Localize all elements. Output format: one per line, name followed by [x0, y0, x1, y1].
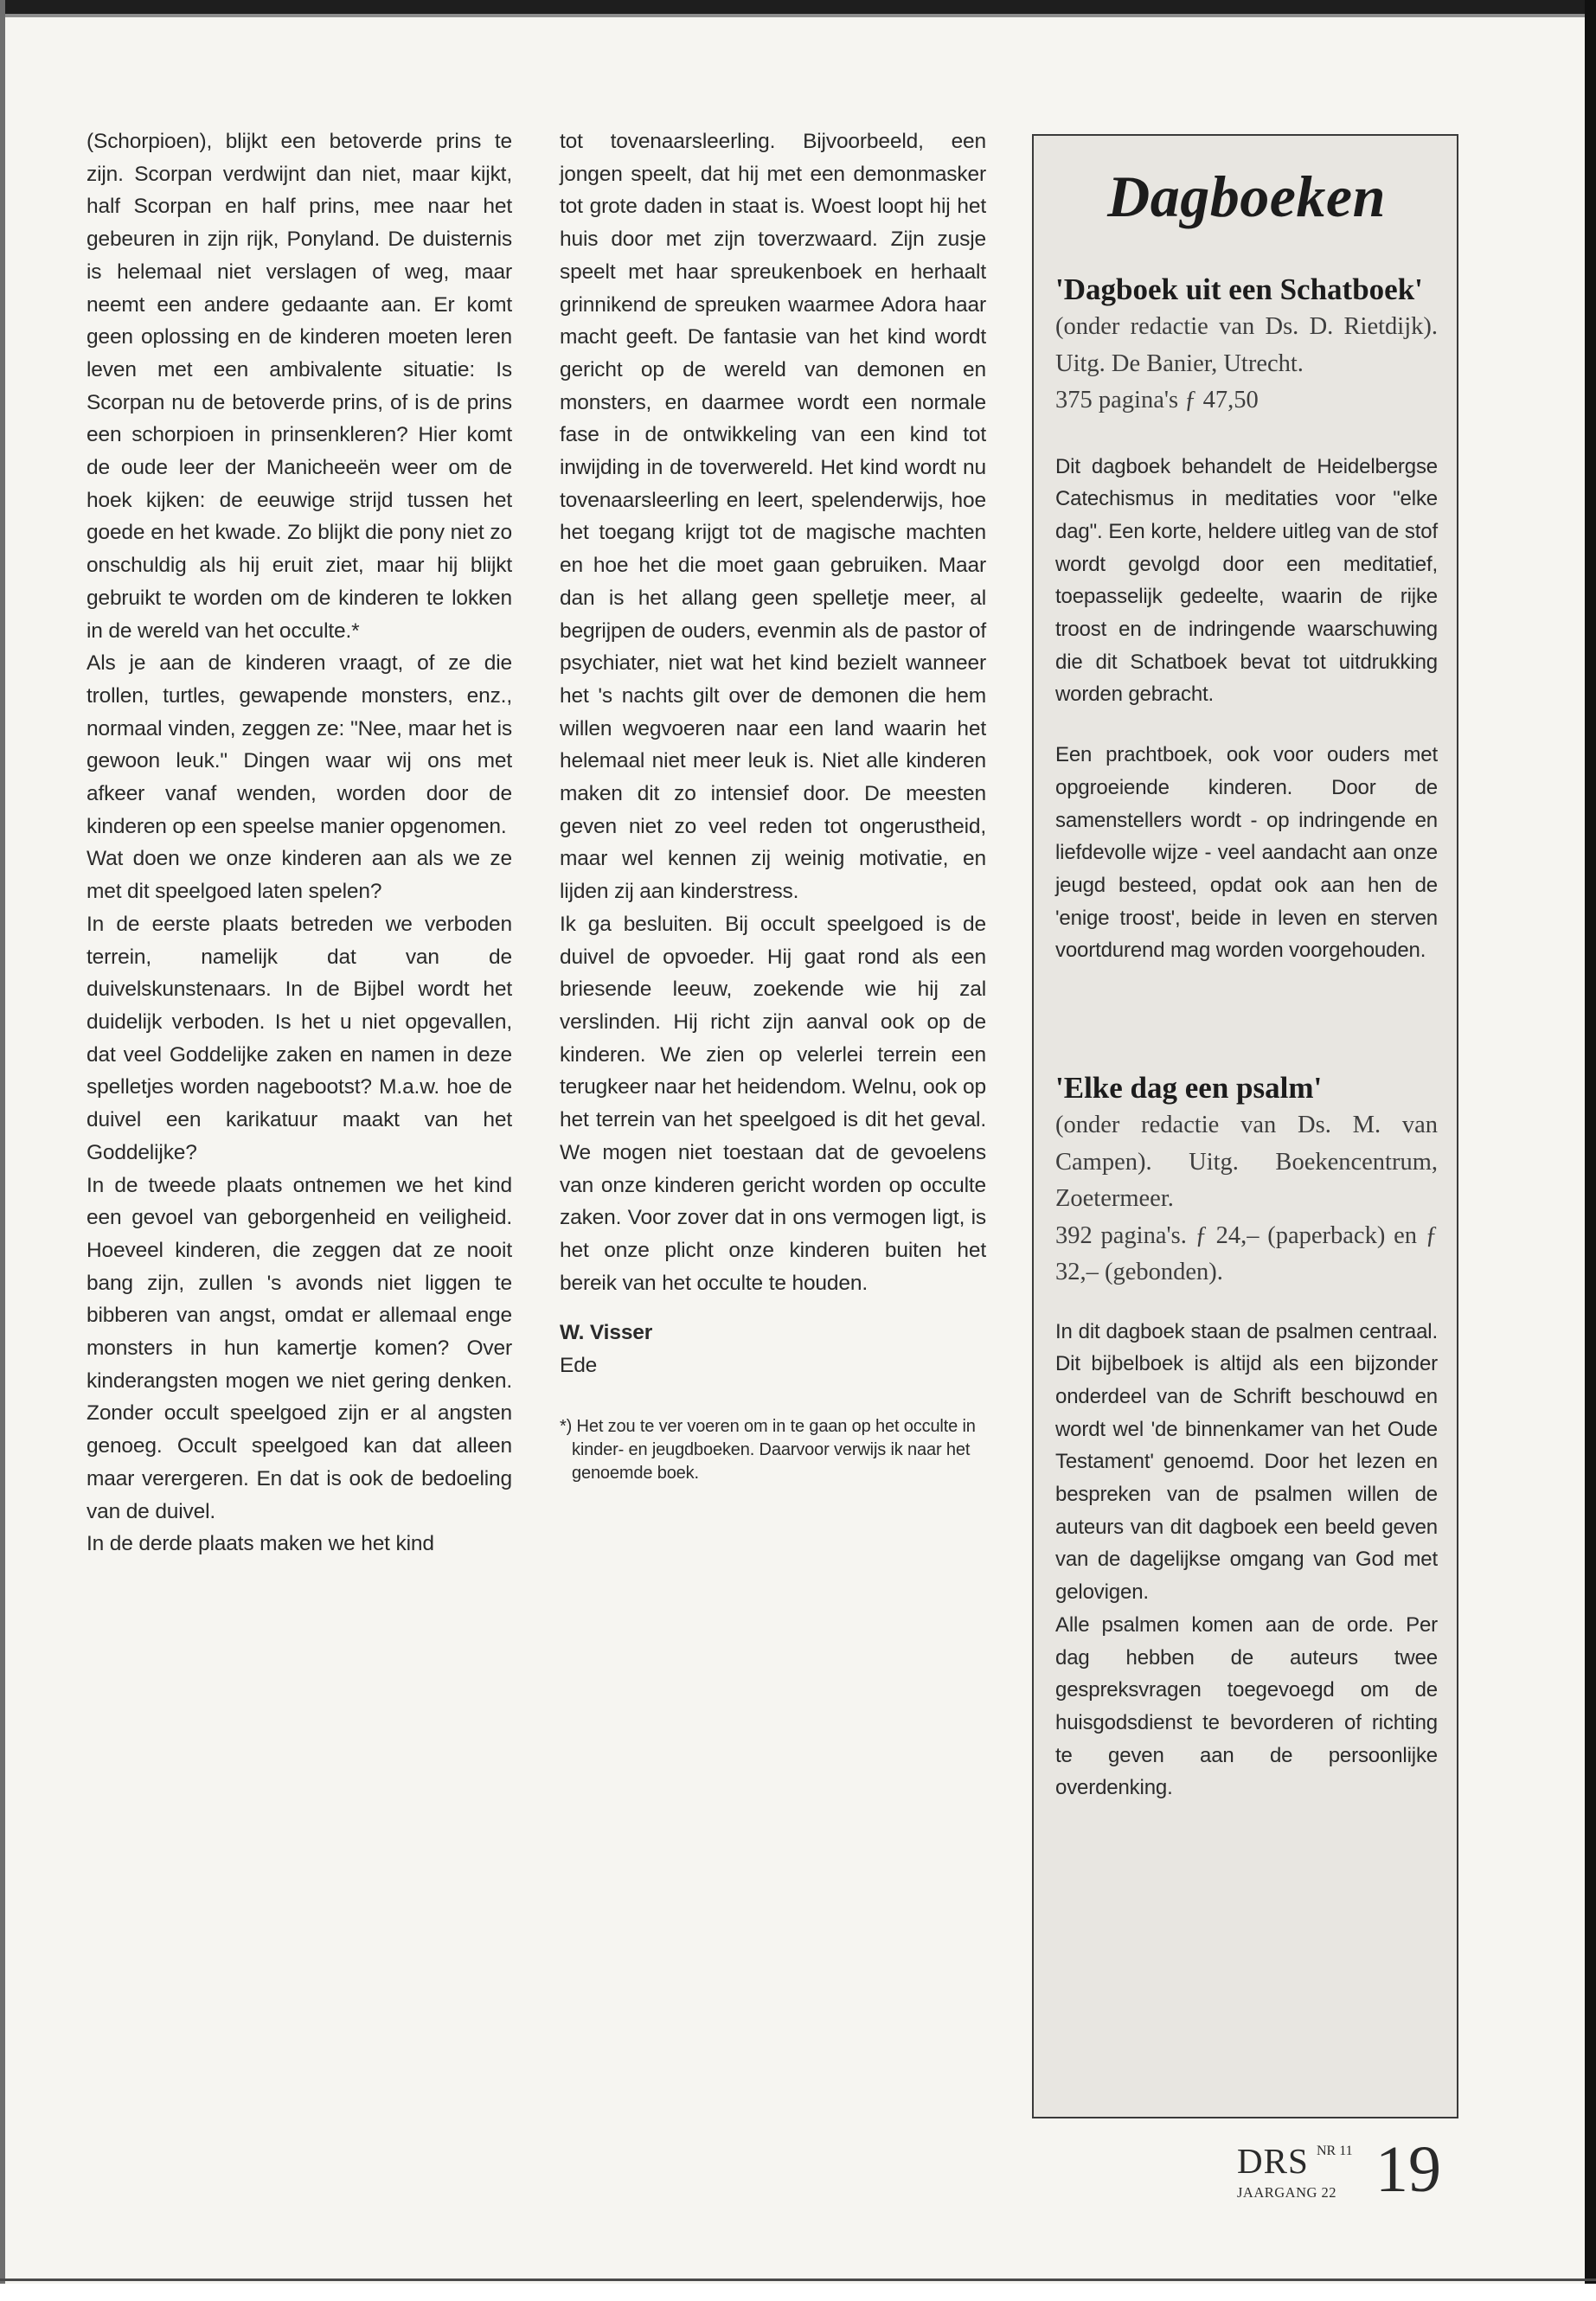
- review-editor-publisher: (onder redactie van Ds. M. van Campen). Uitg. Boekencentrum, Zoetermeer.: [1055, 1112, 1438, 1213]
- volume-label: JAARGANG 22: [1237, 2184, 1337, 2201]
- paragraph: Als je aan de kinderen vraagt, of ze die trollen, turtles, gewapende monsters, enz., normaal vinden, zeggen ze: "Nee, maar het is gewoon leuk." Dingen waar wij ons met afkeer vanaf wenden, worden door de kinderen op een speelse manier opgenomen.: [87, 651, 512, 838]
- scan-edge-bottom: [0, 2284, 1596, 2301]
- review-dagboek-uit-een-schatboek: [1055, 271, 1438, 967]
- paragraph: In de tweede plaats ontnemen we het kind een gevoel van geborgenheid en veiligheid. Hoeveel kinderen, die zeggen dat ze nooit bang zijn, zullen 's avonds niet liggen te bibberen van angst, omdat er allemaal enge monsters in hun kamertje komen? Over kinderangsten mogen we niet gering denken. Zonder occult speelgoed zijn er al angsten genoeg. Occult speelgoed kan dat alleen maar verergeren. En dat is ook de bedoeling van de duivel.: [87, 1173, 512, 1523]
- paragraph: Ik ga besluiten. Bij occult speelgoed is de duivel de opvoeder. Hij gaat rond als een briesende leeuw, zoekende wie hij zal verslinden. Hij richt zijn aanval ook op de kinderen. We zien op velerlei terrein een terugkeer naar het heidendom. Welnu, ook op het terrein van het speelgoed is dit het geval. We mogen niet toestaan dat de gevoelens van onze kinderen gericht worden op occulte zaken. Voor zover dat in ons vermogen ligt, is het onze plicht onze kinderen buiten het bereik van het occulte te houden.: [560, 912, 986, 1295]
- scan-edge-right: [1585, 0, 1596, 2284]
- page-footer: [1237, 2135, 1479, 2213]
- review-title: 'Elke dag een psalm': [1055, 1071, 1323, 1106]
- page-number: 19: [1375, 2133, 1441, 2206]
- review-paragraph: Een prachtboek, ook voor ouders met opgroeiende kinderen. Door de samenstellers wordt - op indringende en liefdevolle wijze - veel aandacht aan onze jeugd besteed, opdat ook aan hen de 'enige troost', beide in leven en sterven voortdurend mag worden voorgehouden.: [1055, 743, 1438, 963]
- dagboeken-sidebar: [1032, 134, 1458, 2118]
- author-name: W. Visser: [560, 1321, 653, 1345]
- issue-number: NR 11: [1317, 2144, 1353, 2158]
- review-paragraph: In dit dagboek staan de psalmen centraal. Dit bijbelboek is altijd als een bijzonder onderdeel van de Schrift beschouwd en wordt wel 'de binnenkamer van het Oude Testament' genoemd. Door het lezen en bespreken van de psalmen willen de auteurs van dit dagboek een beeld geven van de dagelijkse omgang van God met gelovigen.: [1055, 1319, 1438, 1605]
- article-column-1: [87, 125, 512, 1561]
- paragraph: (Schorpioen), blijkt een betoverde prins te zijn. Scorpan verdwijnt dan niet, maar kijkt, half Scorpan en half prins, mee naar het gebeuren in zijn rijk, Ponyland. De duisternis is helemaal niet verslagen of weg, maar neemt een andere gedaante aan. Er komt geen oplossing en de kinderen moeten leren leven met een ambivalente situatie: Is Scorpan nu de betoverde prins, of is de prins een schorpioen in prinsenkleren? Hier komt de oude leer der Manicheeën weer om de hoek kijken: de eeuwige strijd tussen het goede en het kwade. Zo blijkt die pony niet zo onschuldig als hij eruit ziet, maar hij blijkt gebruikt te worden om de kinderen te lokken in de wereld van het occulte.*: [87, 130, 512, 643]
- scan-edge-top-shadow: [0, 14, 1596, 17]
- scan-edge-top: [0, 0, 1596, 14]
- review-pages-price: 392 pagina's. ƒ 24,– (paperback) en ƒ 32,– (gebonden).: [1055, 1221, 1438, 1286]
- footnote: *) Het zou te ver voeren om in te gaan op het occulte in kinder- en jeugdboeken. Daarvoor verwijs ik naar het genoemde boek.: [560, 1416, 976, 1483]
- review-elke-dag-een-psalm: [1055, 1069, 1438, 1804]
- paragraph: Wat doen we onze kinderen aan als we ze met dit speelgoed laten spelen?: [87, 847, 512, 904]
- paragraph: In de derde plaats maken we het kind: [87, 1532, 434, 1556]
- sidebar-heading: Dagboeken: [1107, 163, 1386, 229]
- review-paragraph: Alle psalmen komen aan de orde. Per dag hebben de auteurs twee gespreksvragen toegevoegd om de huisgodsdienst te bevorderen of richting te geven aan de persoonlijke overdenking.: [1055, 1612, 1438, 1800]
- review-editor-publisher: (onder redactie van Ds. D. Rietdijk). Uitg. De Banier, Utrecht.: [1055, 313, 1438, 377]
- review-title: 'Dagboek uit een Schatboek': [1055, 272, 1423, 306]
- author-place: Ede: [560, 1354, 598, 1378]
- scan-edge-left: [0, 0, 5, 2284]
- scan-edge-bottom-line: [0, 2279, 1596, 2281]
- article-column-2: [560, 125, 986, 1485]
- review-paragraph: Dit dagboek behandelt de Heidelbergse Catechismus in meditaties voor "elke dag". Een korte, heldere uitleg van de stof wordt gevolgd door een meditatief, toepasselijk gedeelte, waarin de rijke troost en de indringende waarschuwing die dit Schatboek bevat tot uitdrukking worden gebracht.: [1055, 454, 1438, 707]
- paragraph: In de eerste plaats betreden we verboden terrein, namelijk dat van de duivelskunstenaars. In de Bijbel wordt het duidelijk verboden. Is het u niet opgevallen, dat veel Goddelijke zaken en namen in deze spelletjes worden nagebootst? M.a.w. hoe de duivel een karikatuur maakt van het Goddelijke?: [87, 912, 512, 1164]
- paragraph: tot tovenaarsleerling. Bijvoorbeeld, een jongen speelt, dat hij met een demonmasker tot grote daden in staat is. Woest loopt hij het huis door met zijn toverzwaard. Zijn zusje speelt met haar spreukenboek en herhaalt grinnikend de spreuken waarmee Adora haar macht geeft. De fantasie van het kind wordt gericht op de wereld van demonen en monsters, en daarmee wordt een normale fase in de ontwikkeling van een kind tot inwijding in de toverwereld. Het kind wordt nu tovenaarsleerling en leert, spelenderwijs, hoe het toegang krijgt tot de magische machten en hoe het die moet gaan gebruiken. Maar dan is het allang geen spelletje meer, al begrijpen de ouders, evenmin als de pastor of psychiater, niet wat het kind bezielt wanneer het 's nachts gilt over de demonen die hem willen wegvoeren naar een land waarin het helemaal niet meer leuk is. Niet alle kinderen maken dit zo intensief door. De meesten geven niet zo veel reden tot ongerustheid, maar wel kennen zij weinig motivatie, en lijden zij aan kinderstress.: [560, 130, 986, 904]
- magazine-name: DRS: [1237, 2141, 1309, 2181]
- review-pages-price: 375 pagina's ƒ 47,50: [1055, 387, 1259, 413]
